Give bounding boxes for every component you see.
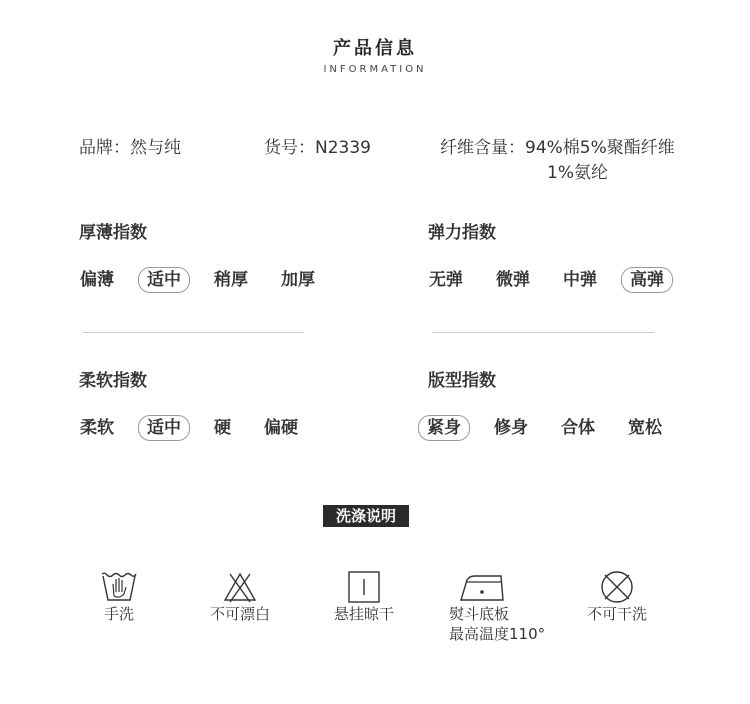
softness-title: 柔软指数 bbox=[79, 371, 147, 391]
divider-right bbox=[432, 332, 654, 333]
care-label: 悬挂晾干 bbox=[333, 605, 394, 623]
iron-icon bbox=[457, 570, 507, 604]
care-hand-wash bbox=[89, 570, 149, 624]
fit-option[interactable]: 宽松 bbox=[628, 418, 662, 438]
care-label-secondary: 最高温度110° bbox=[449, 625, 546, 643]
elasticity-options bbox=[420, 267, 688, 293]
care-no-bleach bbox=[202, 570, 278, 624]
no-dry-clean-icon bbox=[599, 570, 635, 604]
care-iron bbox=[449, 570, 559, 644]
care-label: 不可漂白 bbox=[209, 605, 270, 623]
fit-options bbox=[418, 415, 686, 441]
elasticity-option[interactable]: 中弹 bbox=[563, 270, 597, 290]
thickness-option[interactable]: 稍厚 bbox=[214, 270, 248, 290]
care-no-dry-clean bbox=[579, 570, 655, 624]
thickness-option[interactable]: 适中 bbox=[138, 267, 190, 293]
sku-info: 货号：N2339 bbox=[264, 138, 371, 158]
divider-left bbox=[83, 332, 304, 333]
softness-option[interactable]: 适中 bbox=[138, 415, 190, 441]
section-subtitle: INFORMATION bbox=[323, 64, 427, 75]
no-bleach-icon bbox=[222, 570, 258, 604]
softness-option[interactable]: 偏硬 bbox=[264, 418, 298, 438]
softness-option[interactable]: 硬 bbox=[214, 418, 231, 438]
care-label: 手洗 bbox=[103, 605, 134, 623]
fit-option[interactable]: 修身 bbox=[494, 418, 528, 438]
fit-title: 版型指数 bbox=[428, 371, 496, 391]
thickness-title: 厚薄指数 bbox=[79, 223, 147, 243]
care-hang-dry bbox=[326, 570, 402, 624]
fit-option[interactable]: 紧身 bbox=[418, 415, 470, 441]
elasticity-option[interactable]: 微弹 bbox=[496, 270, 530, 290]
hand-wash-icon bbox=[99, 570, 139, 604]
hang-dry-icon bbox=[346, 570, 382, 604]
fit-option[interactable]: 合体 bbox=[561, 418, 595, 438]
section-title: 产品信息 bbox=[333, 38, 417, 59]
fabric-info-continued: 1%氨纶 bbox=[547, 163, 608, 183]
elasticity-title: 弹力指数 bbox=[428, 223, 496, 243]
care-label: 熨斗底板 bbox=[449, 605, 510, 623]
brand-info: 品牌：然与纯 bbox=[79, 138, 181, 158]
fabric-info: 纤维含量：94%棉5%聚酯纤维 bbox=[440, 138, 675, 158]
thickness-option[interactable]: 偏薄 bbox=[80, 270, 114, 290]
softness-options bbox=[71, 415, 322, 441]
washing-title: 洗涤说明 bbox=[323, 505, 409, 527]
thickness-option[interactable]: 加厚 bbox=[281, 270, 315, 290]
care-label: 不可干洗 bbox=[586, 605, 647, 623]
thickness-options bbox=[71, 267, 339, 293]
softness-option[interactable]: 柔软 bbox=[80, 418, 114, 438]
elasticity-option[interactable]: 无弹 bbox=[429, 270, 463, 290]
elasticity-option[interactable]: 高弹 bbox=[621, 267, 673, 293]
